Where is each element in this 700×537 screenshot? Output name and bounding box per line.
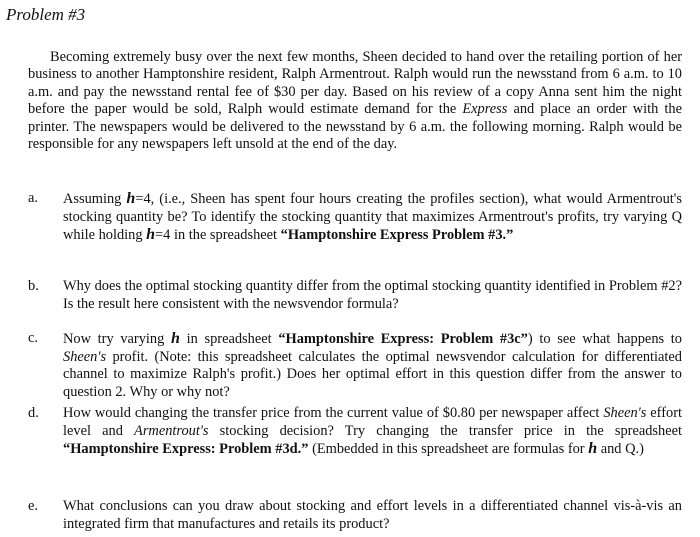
question-d-text-1: How would changing the transfer price from the current value of $0.80 per newspaper affect [63,405,604,421]
question-c-h-var: h [171,330,180,347]
question-a-h-var-2: h [146,226,156,244]
question-d [28,405,682,459]
intro-text-2: and place an order with the printer. The newspapers would be delivered to the newsstand by 6 a.m. the following morning. Ralph would be responsible for any newspapers left unsold at the end of the day. [28,101,682,153]
question-a-h-var: h [126,190,136,207]
question-c [28,330,682,401]
question-d-spreadsheet: “Hamptonshire Express: Problem #3d.” [63,441,309,458]
question-e-text: What conclusions can you draw about stocking and effort levels in a differentiated channel vis-à-vis an integrated firm that manufactures and retails its product? [63,498,682,532]
question-d-text-3: stocking decision? Try changing the transfer price in the spreadsheet [208,422,682,439]
question-b-marker: b. [28,278,39,294]
question-c-text-1: Now try varying [63,331,172,347]
question-c-text [63,330,682,401]
question-d-armentrout: Armentrout's [134,422,209,439]
question-d-text-4: (Embedded in this spreadsheet are formulas for [308,441,589,458]
question-c-text-2: in spreadsheet [179,331,279,347]
question-a-marker: a. [28,190,38,206]
question-d-h-var: h [588,440,598,458]
question-c-spreadsheet: “Hamptonshire Express: Problem #3c” [278,331,528,347]
question-e-marker: e. [28,498,38,514]
question-a-text [63,190,682,245]
question-a-spreadsheet: “Hamptonshire Express Problem #3.” [280,227,514,244]
question-d-text [63,405,682,459]
question-d-sheen: Sheen's [603,405,647,421]
intro-paragraph [28,49,682,153]
question-c-sheen: Sheen's [63,348,107,365]
intro-express: Express [462,101,508,118]
question-a-text-1: Assuming [63,191,127,207]
question-a-text-2: =4, (i.e., Sheen has spent four hours creating the profiles section), what would Armentrout's stocking quantity be? To identify the stocking quantity that maximizes Armentrout's profits, try varying Q while holding [63,191,682,244]
problem-title: Problem #3 [6,5,86,24]
question-a-text-3: =4 in the spreadsheet [155,227,281,244]
question-d-text-2: effort level and [63,405,682,439]
question-c-marker: c. [28,330,38,346]
question-b [28,278,682,313]
question-b-text: Why does the optimal stocking quantity differ from the optimal stocking quantity identified in Problem #2? Is the result here consistent with the newsvendor formula? [63,278,682,312]
question-a [28,190,682,245]
question-d-marker: d. [28,405,39,421]
intro-text-1: Becoming extremely busy over the next few months, Sheen decided to hand over the retailing portion of her business to another Hamptonshire resident, Ralph Armentrout. Ralph would run the newsstand from 6 a.m. to 10 a.m. and pay the newsstand rental fee of $30 per day. Based on his review of a copy Anna sent him the night before the paper would be sold, Ralph would estimate demand for the [28,49,682,118]
question-c-text-3: ) to see what happens to [527,331,683,347]
question-e [28,498,682,533]
question-d-text-5: and Q.) [597,441,644,458]
question-c-text-4: profit. (Note: this spreadsheet calculates the optimal newsvendor calculation for differentiated channel to maximize Ralph's profit.) Does her optimal effort in this question differ from the answer to question 2. Why or why not? [63,348,682,400]
